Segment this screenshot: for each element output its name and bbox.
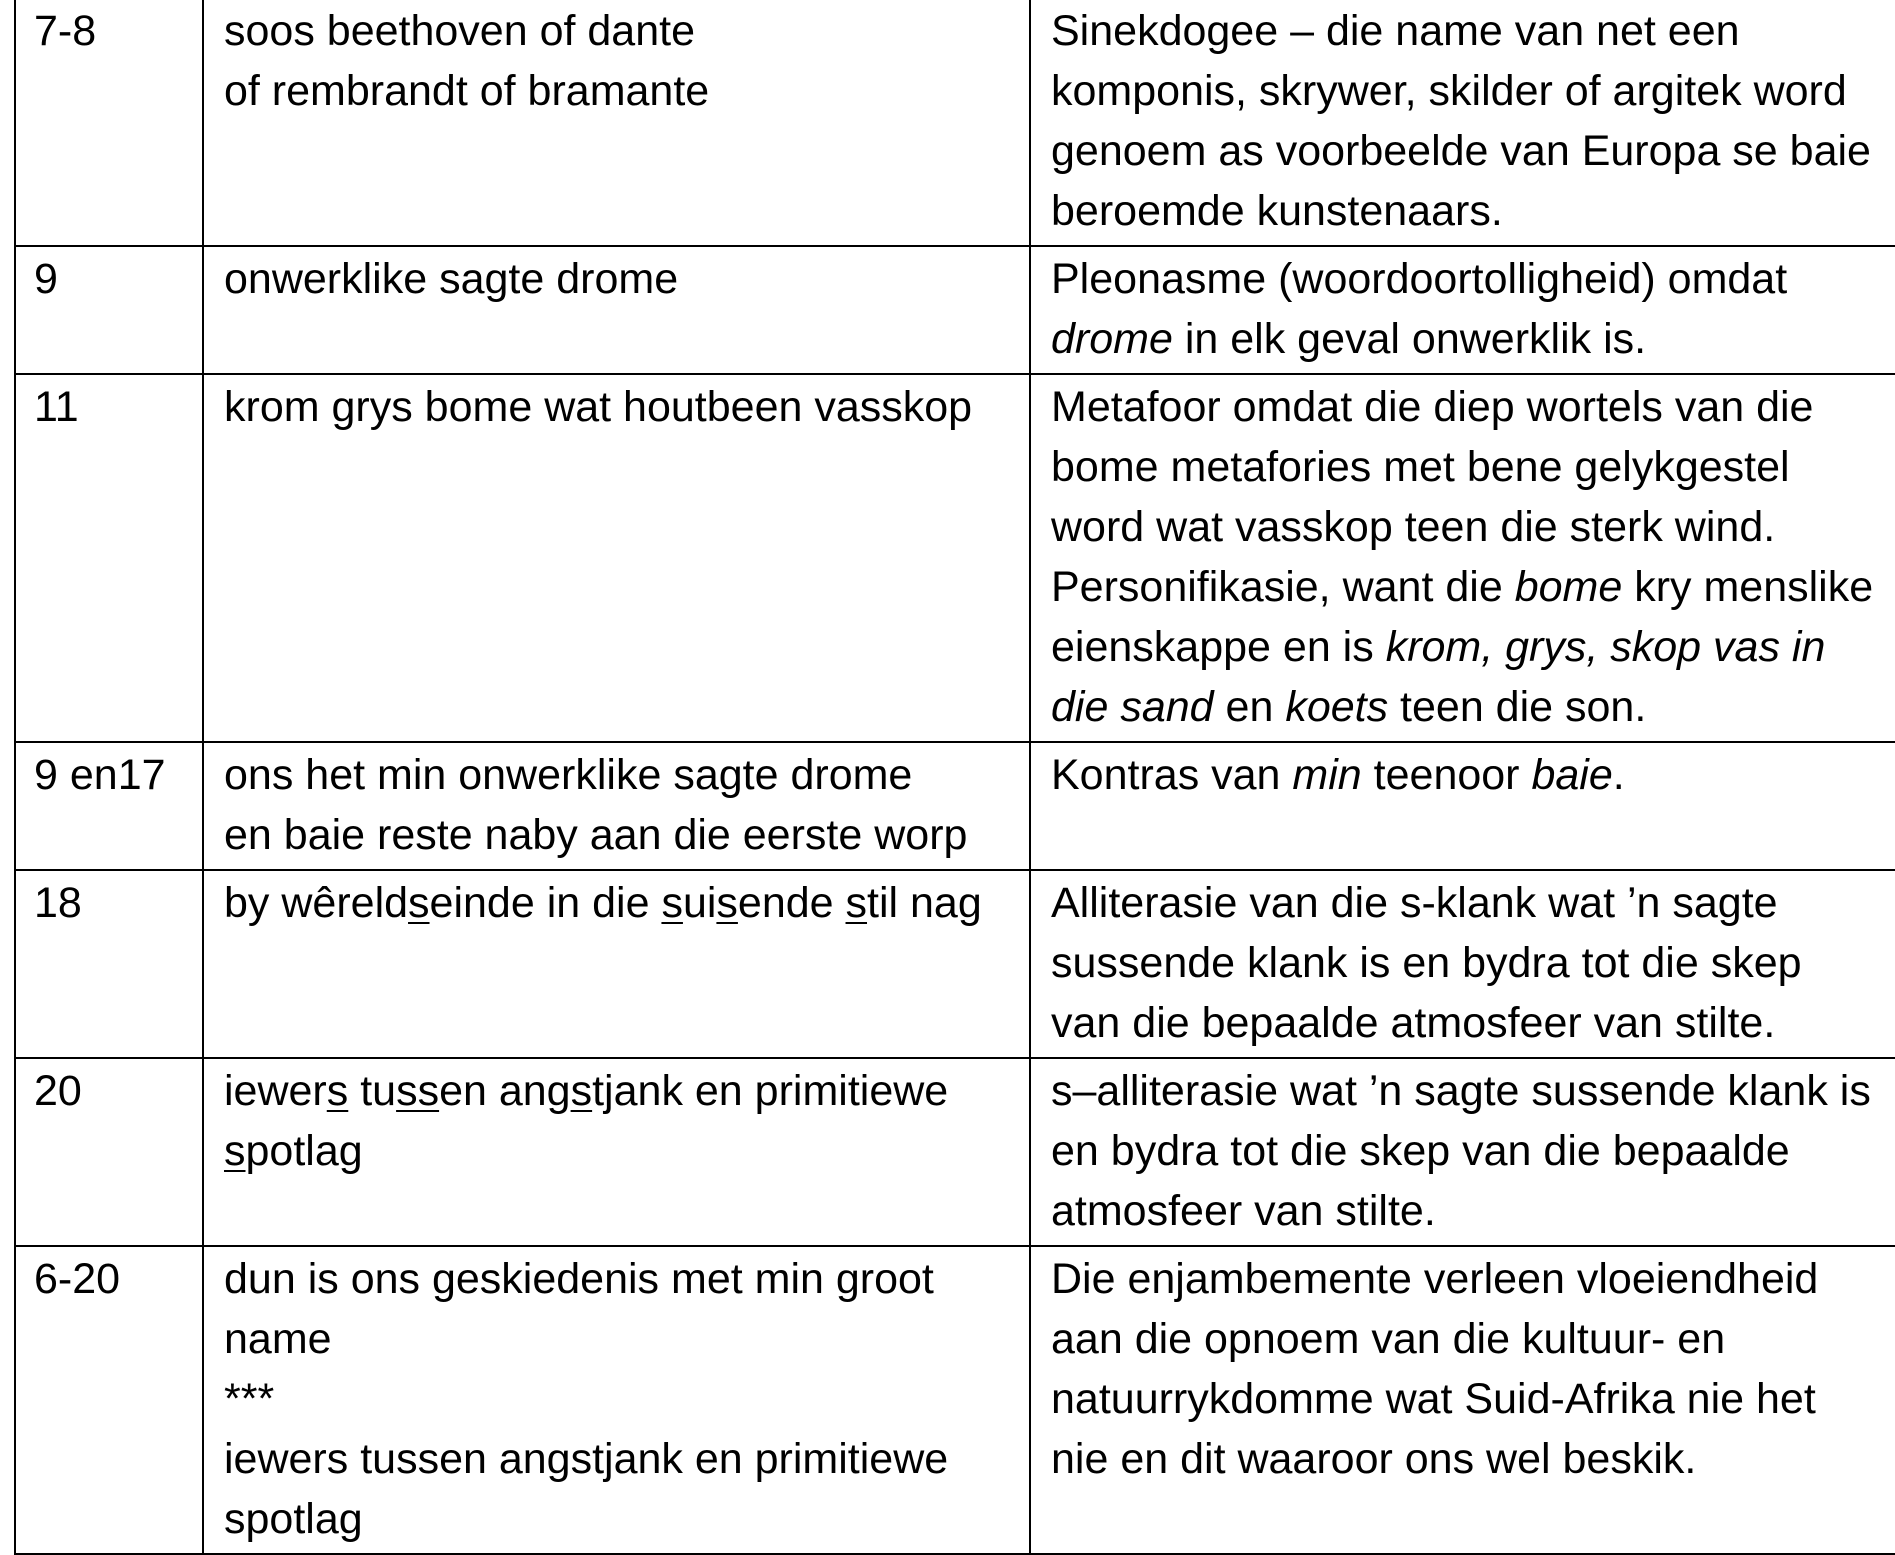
text-paragraph <box>224 1 1009 61</box>
text-segment: kry menslike eienskappe en is <box>1051 563 1874 671</box>
line-number-cell: 6-20 <box>15 1246 203 1554</box>
line-number-cell: 9 en17 <box>15 742 203 870</box>
text-segment: of rembrandt of bramante <box>224 67 710 115</box>
line-number-cell: 20 <box>15 1058 203 1246</box>
text-segment: tu <box>348 1067 397 1115</box>
text-segment: teenoor <box>1361 751 1532 799</box>
text-paragraph <box>1051 377 1875 557</box>
text-segment: iewer <box>224 1067 327 1115</box>
text-segment: in elk geval onwerklik is. <box>1172 315 1647 363</box>
quote-cell <box>203 0 1030 246</box>
text-segment: Pleonasme (woordoortolligheid) omdat <box>1051 255 1788 303</box>
table-row <box>15 1246 1895 1554</box>
explanation-cell <box>1030 246 1895 374</box>
text-segment: dun is ons geskiedenis met min groot name <box>224 1255 934 1363</box>
explanation-cell <box>1030 870 1895 1058</box>
line-number-cell: 18 <box>15 870 203 1058</box>
text-paragraph <box>224 1249 1009 1369</box>
text-segment: til nag <box>867 879 982 927</box>
poem-analysis-table <box>14 0 1895 1555</box>
analysis-table-wrapper <box>14 0 1895 1555</box>
text-segment: en baie reste naby aan die eerste worp <box>224 811 968 859</box>
text-paragraph <box>1051 873 1875 1053</box>
table-row <box>15 742 1895 870</box>
quote-cell <box>203 742 1030 870</box>
text-paragraph <box>1051 557 1875 737</box>
text-segment: en ang <box>439 1067 571 1115</box>
text-segment: krom grys bome wat houtbeen vasskop <box>224 383 973 431</box>
underlined-letter: ss <box>396 1067 440 1115</box>
text-segment: Sinekdogee – die name van net een komponis, skrywer, skilder of argitek word genoem as voorbeelde van Europa se baie beroemde kunstenaars. <box>1051 7 1871 235</box>
table-row <box>15 374 1895 742</box>
text-segment: s–alliterasie wat ’n sagte sussende klank is en bydra tot die skep van die bepaalde atmosfeer van stilte. <box>1051 1067 1871 1235</box>
underlined-letter: s <box>408 879 430 927</box>
italic-text: baie <box>1531 751 1613 799</box>
italic-text: min <box>1292 751 1362 799</box>
underlined-letter: s <box>845 879 868 927</box>
text-segment: ons het min onwerklike sagte drome <box>224 751 913 799</box>
quote-cell <box>203 374 1030 742</box>
text-segment: einde in die <box>429 879 662 927</box>
text-paragraph <box>1051 745 1875 805</box>
text-segment: . <box>1612 751 1625 799</box>
text-paragraph <box>224 1429 1009 1549</box>
text-segment: ende <box>737 879 846 927</box>
text-paragraph <box>1051 1061 1875 1241</box>
text-paragraph <box>1051 1 1875 241</box>
explanation-cell <box>1030 1058 1895 1246</box>
underlined-letter: s <box>661 879 683 927</box>
explanation-cell <box>1030 374 1895 742</box>
quote-cell <box>203 246 1030 374</box>
italic-text: bome <box>1514 563 1623 611</box>
explanation-cell <box>1030 1246 1895 1554</box>
text-paragraph <box>224 873 1009 933</box>
text-segment: ui <box>682 879 717 927</box>
explanation-cell <box>1030 742 1895 870</box>
text-paragraph <box>1051 1249 1875 1489</box>
explanation-cell <box>1030 0 1895 246</box>
underlined-letter: s <box>326 1067 349 1115</box>
text-segment: *** <box>224 1375 275 1423</box>
text-paragraph <box>224 805 1009 865</box>
text-segment: Die enjambemente verleen vloeiendheid aan die opnoem van die kultuur- en natuurrykdomme wat Suid-Afrika nie het nie en dit waaroor ons wel beskik. <box>1051 1255 1819 1483</box>
table-row <box>15 246 1895 374</box>
underlined-letter: s <box>570 1067 593 1115</box>
text-paragraph <box>224 1369 1009 1429</box>
quote-cell <box>203 870 1030 1058</box>
text-segment: tjank en primitiewe <box>592 1067 949 1115</box>
text-segment: Alliterasie van die s-klank wat ’n sagte sussende klank is en bydra tot die skep van die bepaalde atmosfeer van stilte. <box>1051 879 1802 1047</box>
quote-cell <box>203 1058 1030 1246</box>
text-segment: onwerklike sagte drome <box>224 255 679 303</box>
text-segment: soos beethoven of dante <box>224 7 695 55</box>
text-segment: Kontras van <box>1051 751 1293 799</box>
text-segment: iewers tussen angstjank en primitiewe spotlag <box>224 1435 949 1543</box>
text-segment: teen die son. <box>1388 683 1647 731</box>
line-number-cell: 9 <box>15 246 203 374</box>
italic-text: krom, grys, skop vas in die sand <box>1051 623 1826 731</box>
line-number-cell: 7-8 <box>15 0 203 246</box>
underlined-letter: s <box>716 879 738 927</box>
italic-text: koets <box>1285 683 1389 731</box>
text-segment: en <box>1213 683 1286 731</box>
text-paragraph <box>224 249 1009 309</box>
text-segment: by wêreld <box>224 879 409 927</box>
text-paragraph <box>224 1061 1009 1181</box>
text-segment: Metafoor omdat die diep wortels van die bome metafories met bene gelykgestel word wat vasskop teen die sterk wind. <box>1051 383 1814 551</box>
text-paragraph <box>1051 249 1875 369</box>
table-row <box>15 1058 1895 1246</box>
table-row <box>15 870 1895 1058</box>
text-segment: Personifikasie, want die <box>1051 563 1515 611</box>
text-paragraph <box>224 377 1009 437</box>
quote-cell <box>203 1246 1030 1554</box>
text-segment: potlag <box>245 1127 363 1175</box>
text-paragraph <box>224 745 1009 805</box>
table-body <box>15 0 1895 1554</box>
italic-text: drome <box>1051 315 1173 363</box>
text-paragraph <box>224 61 1009 121</box>
underlined-letter: s <box>224 1127 246 1175</box>
table-row <box>15 0 1895 246</box>
line-number-cell: 11 <box>15 374 203 742</box>
